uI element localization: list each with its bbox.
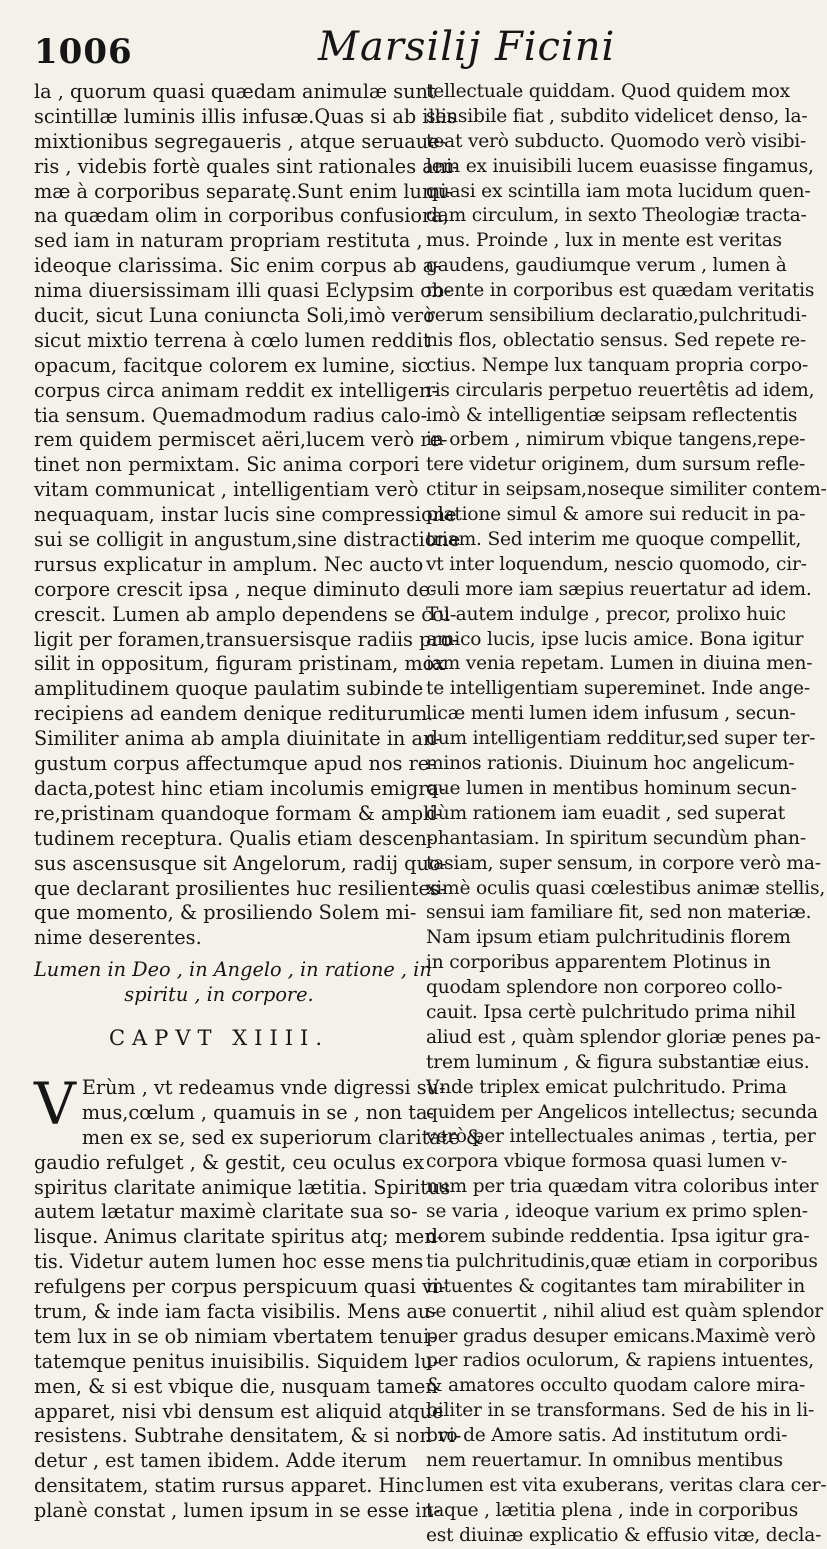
text-line: la , quorum quasi quædam animulæ sunt <box>34 80 436 103</box>
text-line: spiritu , in corpore. <box>124 982 314 1006</box>
text-line: sui se colligit in angustum,sine distractione <box>34 528 461 552</box>
text-line: te intelligentiam supereminet. Inde ange- <box>426 678 810 700</box>
drop-cap: V <box>34 1070 76 1138</box>
text-line: sed iam in naturam propriam restituta , <box>34 229 423 253</box>
text-line: rem quidem permiscet aëri,lucem verò re- <box>34 428 448 452</box>
chapter-heading: CAPVT XIIII. <box>108 1026 330 1050</box>
text-line: ctius. Nempe lux tanquam propria corpo- <box>426 354 809 376</box>
text-line: vitam communicat , intelligentiam verò <box>34 478 419 502</box>
text-line: rerum sensibilium declaratio,pulchritudi- <box>426 305 807 327</box>
text-line: tudinem receptura. Qualis etiam descen- <box>34 826 434 850</box>
text-line: ligit per foramen,transuersisque radiis pro- <box>34 627 459 651</box>
text-line: Lumen in Deo , in Angelo , in ratione , in <box>34 958 432 981</box>
text-line: & amatores occulto quodam calore mira- <box>426 1375 806 1397</box>
text-line: tia pulchritudinis,quæ etiam in corporibus <box>426 1250 818 1272</box>
text-line: ris circularis perpetuo reuertêtis ad idem, <box>426 379 815 401</box>
text-line: refulgens per corpus perspicuum quasi vi- <box>34 1275 446 1299</box>
text-line: per radios oculorum, & rapiens intuentes, <box>426 1350 815 1372</box>
text-line: tere videtur originem, dum sursum refle- <box>426 454 806 476</box>
left-column <box>34 80 461 951</box>
text-line: mus. Proinde , lux in mente est veritas <box>426 230 782 252</box>
text-line: teat verò subducto. Quomodo verò visibi- <box>426 130 807 152</box>
text-line: corpora vbique formosa quasi lumen v- <box>426 1151 788 1173</box>
text-line: quidem per Angelicos intellectus; secunda <box>426 1101 818 1123</box>
text-line: nequaquam, instar lucis sine compressione <box>34 503 457 527</box>
text-line: resistens. Subtrahe densitatem, & si non vi- <box>34 1424 462 1448</box>
text-line: crescit. Lumen ab amplo dependens se col- <box>34 602 457 626</box>
text-line: na quædam olim in corporibus confusiora, <box>34 204 449 228</box>
text-line: in corporibus apparentem Plotinus in <box>426 952 771 974</box>
text-line: se varia , ideoque varium ex primo splen- <box>426 1201 808 1223</box>
text-line: nis flos, oblectatio sensus. Sed repete re- <box>426 329 807 351</box>
text-line: in orbem , nimirum vbique tangens,repe- <box>426 429 806 451</box>
text-line: mus,cœlum , quamuis in se , non ta- <box>81 1100 434 1124</box>
text-line: quasi ex scintilla iam mota lucidum quen- <box>426 180 811 202</box>
text-line: autem lætatur maximè claritate sua so- <box>34 1200 418 1224</box>
text-line: gaudio refulget , & gestit, ceu oculus ex <box>34 1150 425 1174</box>
text-line: opacum, facitque colorem ex lumine, sic <box>34 353 429 377</box>
text-line: vt inter loquendum, nescio quomodo, cir- <box>426 553 807 575</box>
text-line: lumen est vita exuberans, veritas clara cer- <box>426 1474 827 1496</box>
text-line: men, & si est vbique die, nusquam tamen <box>34 1374 438 1398</box>
text-line: Nam ipsum etiam pulchritudinis florem <box>426 927 791 949</box>
text-line: est diuinæ explicatio & effusio vitæ, decla- <box>426 1524 822 1546</box>
text-line: sensui iam familiare fit, sed non materiæ. <box>426 902 812 924</box>
text-line: gaudens, gaudiumque verum , lumen à <box>426 255 787 277</box>
text-line: silit in oppositum, figuram pristinam, mox <box>34 652 446 676</box>
text-line: taque , lætitia plena , inde in corporibus <box>426 1499 799 1521</box>
text-line: trem luminum , & figura substantiæ eius. <box>426 1051 810 1073</box>
text-line: amplitudinem quoque paulatim subinde <box>34 677 424 701</box>
text-line: corpore crescit ipsa , neque diminuto de- <box>34 577 437 601</box>
text-line: mente in corporibus est quædam veritatis <box>426 280 815 302</box>
text-line: se conuertit , nihil aliud est quàm splendor <box>426 1300 823 1322</box>
text-line: nime deserentes. <box>34 926 202 950</box>
text-line: gustum corpus affectumque apud nos re- <box>34 752 436 776</box>
text-line: corpus circa animam reddit ex intelligen- <box>34 378 438 402</box>
text-line: lisque. Animus claritate spiritus atq; men- <box>34 1225 444 1249</box>
text-line: tia sensum. Quemadmodum radius calo- <box>34 403 428 427</box>
text-line: triam. Sed interim me quoque compellit, <box>426 529 802 551</box>
text-line: quodam splendore non corporeo collo- <box>426 977 783 999</box>
text-line: ideoque clarissima. Sic enim corpus ab a- <box>34 254 441 278</box>
text-line: amico lucis, ipse lucis amice. Bona igitur <box>426 628 804 650</box>
text-line: cauit. Ipsa certè pulchritudo prima nihil <box>426 1001 796 1023</box>
text-line: detur , est tamen ibidem. Adde iterum <box>34 1449 407 1473</box>
text-line: que lumen in mentibus hominum secun- <box>426 777 797 799</box>
text-line: recipiens ad eandem denique rediturum. <box>34 702 434 726</box>
text-line: tasiam, super sensum, in corpore verò ma- <box>426 852 821 874</box>
text-line: lem ex inuisibili lucem euasisse fingamus, <box>426 155 814 177</box>
chapter-body <box>34 1070 483 1524</box>
running-head: Marsilij Ficini <box>318 24 616 70</box>
text-line: mixtionibus segregaueris , atque seruaue- <box>34 129 447 153</box>
text-line: que declarant prosilientes huc resilientes- <box>34 876 447 900</box>
page-header <box>0 22 800 72</box>
text-line: scintillæ luminis illis infusæ.Quas si ab illis <box>34 104 457 128</box>
text-line: minos rationis. Diuinum hoc angelicum- <box>426 753 795 775</box>
text-line: Tu autem indulge , precor, prolixo huic <box>426 603 786 625</box>
text-line: re,pristinam quandoque formam & ampli- <box>34 801 442 825</box>
text-line: culi more iam sæpius reuertatur ad idem. <box>426 578 812 600</box>
text-line: sensibile fiat , subdito videlicet denso, la- <box>426 105 808 127</box>
text-line: aliud est , quàm splendor gloriæ penes pa- <box>426 1026 821 1048</box>
text-line: platione simul & amore sui reducit in pa- <box>426 504 806 526</box>
text-line: biliter in se transformans. Sed de his in li- <box>426 1400 815 1422</box>
text-line: tatemque penitus inuisibilis. Siquidem lu- <box>34 1349 440 1373</box>
text-line: men ex se, sed ex superiorum claritate & <box>81 1125 483 1149</box>
text-line: mæ à corporibus separatę.Sunt enim lumi- <box>34 179 453 203</box>
text-line: bro de Amore satis. Ad institutum ordi- <box>426 1425 788 1447</box>
text-line: tinet non permixtam. Sic anima corpori <box>34 453 420 477</box>
page-number: 1006 <box>34 32 133 72</box>
text-line: Erùm , vt redeamus vnde digressi su- <box>81 1076 446 1099</box>
text-line: planè constat , lumen ipsum in se esse in- <box>34 1499 441 1523</box>
text-line: tellectuale quiddam. Quod quidem mox <box>426 81 790 102</box>
text-line: densitatem, statim rursus apparet. Hinc <box>34 1474 425 1498</box>
text-line: dam circulum, in sexto Theologiæ tracta- <box>426 205 807 227</box>
text-line: num per tria quædam vitra coloribus inter <box>426 1176 819 1198</box>
text-line: ducit, sicut Luna coniuncta Soli,imò verò <box>34 304 435 328</box>
text-line: spiritus claritate animique lætitia. Spiritus <box>34 1175 451 1199</box>
right-column <box>426 80 827 1549</box>
text-line: nima diuersissimam illi quasi Eclypsim ob- <box>34 279 451 303</box>
text-line: rursus explicatur in amplum. Nec aucto <box>34 552 424 576</box>
text-line: Similiter anima ab ampla diuinitate in an- <box>34 727 442 751</box>
text-line: licæ menti lumen idem infusum , secun- <box>426 703 796 725</box>
text-line: intuentes & cogitantes tam mirabiliter in <box>426 1275 806 1297</box>
text-line: ctitur in seipsam,noseque similiter contem- <box>426 479 827 501</box>
text-line: dacta,potest hinc etiam incolumis emigra- <box>34 776 446 800</box>
text-line: per gradus desuper emicans.Maximè verò <box>426 1325 816 1347</box>
text-line: nem reuertamur. In omnibus mentibus <box>426 1449 783 1471</box>
text-line: verò per intellectuales animas , tertia, per <box>426 1126 816 1148</box>
text-line: dùm rationem iam euadit , sed superat <box>426 802 786 824</box>
text-line: iam venia repetam. Lumen in diuina men- <box>426 653 813 675</box>
text-line: ris , videbis fortè quales sint rationales ani- <box>34 154 459 178</box>
text-line: phantasiam. In spiritum secundùm phan- <box>426 827 806 849</box>
text-line: dum intelligentiam redditur,sed super ter- <box>426 728 816 750</box>
section-subtitle <box>34 958 432 1008</box>
text-line: que momento, & prosiliendo Solem mi- <box>34 901 417 925</box>
text-line: sus ascensusque sit Angelorum, radij quo- <box>34 851 448 875</box>
text-line: sicut mixtio terrena à cœlo lumen reddit <box>34 328 431 352</box>
text-line: tis. Videtur autem lumen hoc esse mens <box>34 1250 424 1274</box>
text-line: dorem subinde reddentia. Ipsa igitur gra- <box>426 1225 810 1247</box>
text-line: ximè oculis quasi cœlestibus animæ stellis, <box>426 877 826 899</box>
text-line: imò & intelligentiæ seipsam reflectentis <box>426 404 798 426</box>
text-line: trum, & inde iam facta visibilis. Mens au- <box>34 1300 437 1324</box>
text-line: Vnde triplex emicat pulchritudo. Prima <box>426 1076 787 1098</box>
text-line: tem lux in se ob nimiam vbertatem tenui- <box>34 1324 436 1348</box>
text-line: apparet, nisi vbi densum est aliquid atque <box>34 1399 444 1423</box>
